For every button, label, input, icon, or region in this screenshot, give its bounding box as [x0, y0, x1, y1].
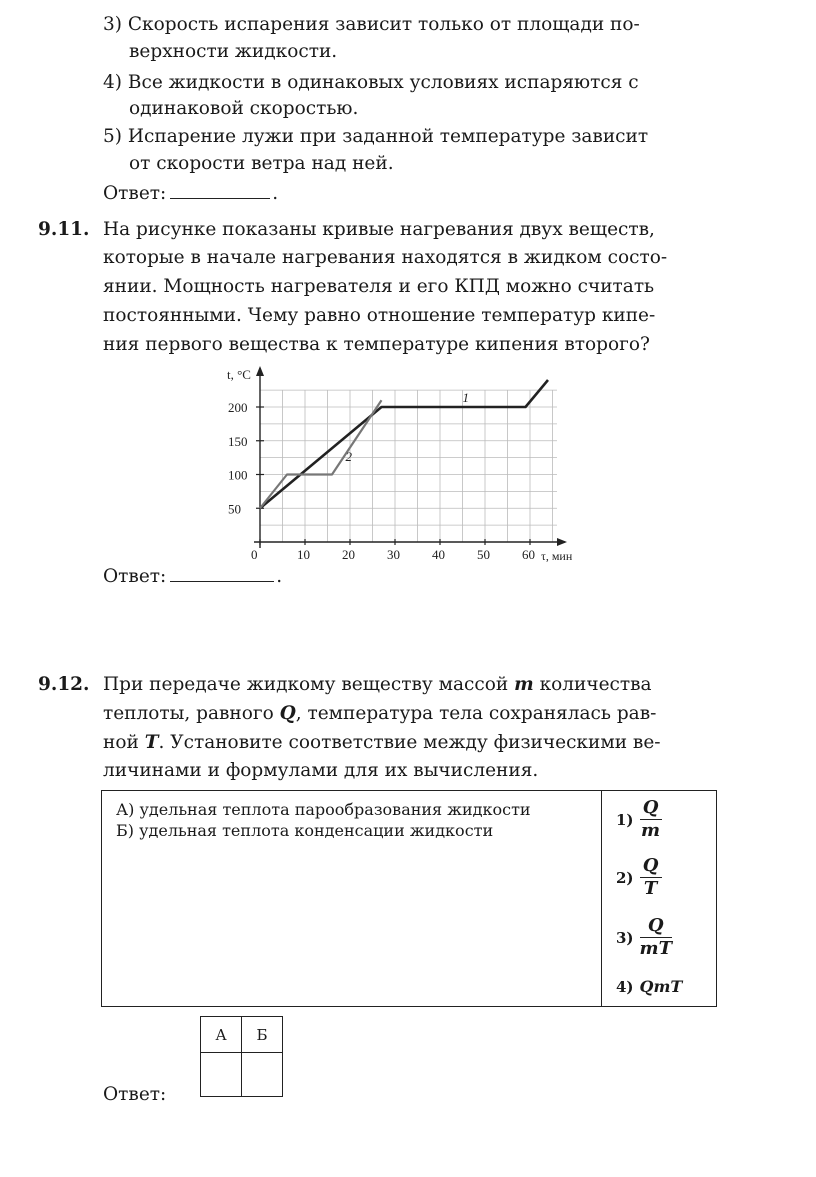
formula-1 — [616, 797, 662, 842]
fraction — [640, 915, 672, 960]
grid-header-a: А — [201, 1017, 242, 1053]
fraction — [640, 855, 662, 900]
quantity-a: А) удельная теплота парообразования жидкости — [116, 800, 531, 819]
denominator: mT — [639, 938, 672, 959]
task-number-9-12: 9.12. — [38, 674, 90, 695]
prev-answer: Ответ: . — [103, 183, 279, 204]
formula-2 — [616, 855, 662, 900]
x-tick-label: 50 — [477, 547, 490, 562]
y-tick-label: 150 — [228, 433, 248, 449]
answer-label: Ответ: — [103, 183, 167, 204]
task-912-answer-label: Ответ: — [103, 1084, 167, 1105]
numerator: Q — [642, 855, 659, 876]
formula-number: 1) — [616, 810, 634, 829]
x-axis-label: τ, мин — [541, 549, 573, 563]
chart-series — [260, 380, 548, 508]
task-912-line2: теплоты, равного Q, температура тела сохранялась рав- — [103, 703, 657, 724]
task-911-line4: постоянными. Чему равно отношение температур кипе- — [103, 305, 656, 326]
x-tick-label: 40 — [432, 547, 445, 562]
option-4-line1: 4) Все жидкости в одинаковых условиях испаряются с — [103, 72, 639, 93]
series-label-2: 2 — [345, 449, 352, 464]
option-3-line1: 3) Скорость испарения зависит только от площади по- — [103, 14, 640, 35]
formula-number: 2) — [616, 868, 634, 887]
denominator: T — [643, 878, 658, 899]
chart-grid — [260, 390, 557, 542]
y-tick-label: 50 — [228, 501, 241, 517]
answer-blank[interactable] — [170, 184, 270, 199]
y-tick-label: 200 — [228, 400, 248, 415]
denominator: m — [641, 820, 661, 841]
x-tick-label: 30 — [387, 547, 400, 562]
x-tick-label: 60 — [522, 547, 535, 562]
formula-number: 3) — [616, 928, 634, 947]
task-912-line1: При передаче жидкому веществу массой m количества — [103, 674, 652, 695]
y-tick-label: 100 — [228, 467, 248, 483]
task-number-9-11: 9.11. — [38, 219, 90, 240]
y-axis-label: t, °C — [227, 367, 251, 382]
formula-3 — [616, 915, 672, 960]
x-tick-label: 0 — [251, 547, 258, 562]
answer-cell-b[interactable] — [242, 1053, 283, 1097]
y-axis-arrow — [256, 366, 264, 376]
answer-cell-a[interactable] — [201, 1053, 242, 1097]
grid-header-b: Б — [242, 1017, 283, 1053]
option-4-line2: одинаковой скоростью. — [129, 98, 359, 119]
answer-grid — [200, 1016, 283, 1097]
task-912-line4: личинами и формулами для их вычисления. — [103, 760, 539, 781]
heating-curves-chart — [214, 364, 604, 574]
task-911-answer: Ответ: . — [103, 566, 283, 587]
x-tick-label: 20 — [342, 547, 355, 562]
chart-axes — [254, 366, 567, 548]
option-5-line2: от скорости ветра над ней. — [129, 153, 394, 174]
series-label-1: 1 — [462, 390, 469, 405]
matching-table — [101, 790, 717, 1007]
formula-number: 4) — [616, 977, 634, 996]
task-911-line5: ния первого вещества к температуре кипения второго? — [103, 334, 650, 355]
formulas-column — [602, 791, 716, 1006]
quantities-column — [102, 791, 602, 1006]
answer-blank[interactable] — [170, 567, 274, 582]
chart-ticks — [228, 400, 535, 562]
quantity-b: Б) удельная теплота конденсации жидкости — [116, 821, 494, 840]
answer-label: Ответ: — [103, 566, 167, 587]
formula-text: QmT — [639, 977, 683, 996]
task-911-line1: На рисунке показаны кривые нагревания двух веществ, — [103, 219, 655, 240]
numerator: Q — [647, 915, 664, 936]
x-tick-label: 10 — [297, 547, 310, 562]
numerator: Q — [642, 797, 659, 818]
option-3-line2: верхности жидкости. — [129, 41, 338, 62]
option-5-line1: 5) Испарение лужи при заданной температуре зависит — [103, 126, 649, 147]
task-911-line3: янии. Мощность нагревателя и его КПД можно считать — [103, 276, 655, 297]
task-912-line3: ной T. Установите соответствие между физическими ве- — [103, 732, 661, 753]
series-line-1 — [260, 380, 548, 508]
x-axis-arrow — [557, 538, 567, 546]
fraction — [640, 797, 662, 842]
task-911-line2: которые в начале нагревания находятся в жидком состо- — [103, 247, 668, 268]
formula-4 — [616, 977, 682, 996]
